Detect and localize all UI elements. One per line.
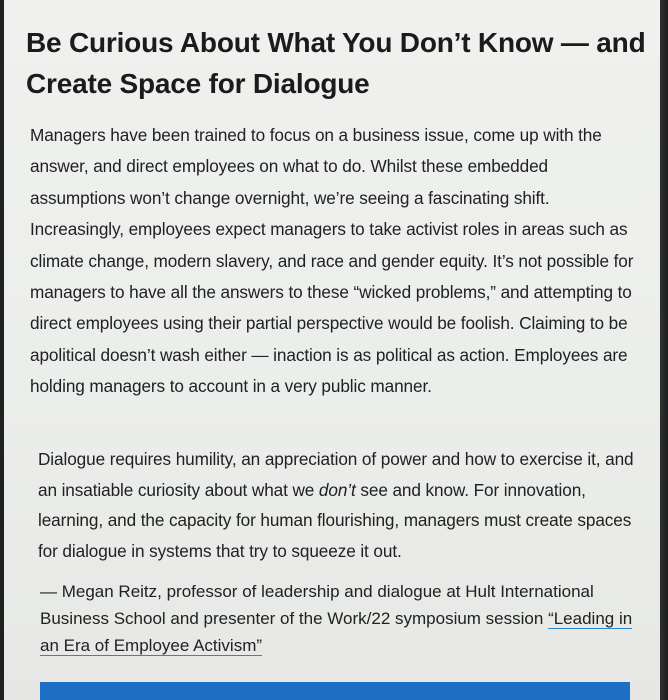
paragraph-2-text-end: see and know. For innovation, learning, and the capacity for human flourishing, managers must create spaces for dialogue in systems that try to squeeze it out. (38, 479, 632, 561)
section-heading: Be Curious About What You Don’t Know — and Create Space for Dialogue (26, 27, 646, 99)
attribution-text: — Megan Reitz, professor of leadership and dialogue at Hult International Business School and presenter of the Work/22 symposium session (40, 582, 594, 628)
paragraph-2-emphasis: don’t (318, 479, 356, 500)
page-edge-shadow (660, 0, 668, 700)
session-link[interactable]: “Leading in an Era of Employee Activism” (40, 609, 633, 655)
paragraph-2-text-start: Dialogue requires humility, an appreciation of power and how to exercise it, and an insatiable curiosity about what we (38, 449, 634, 500)
quote-attribution (40, 578, 636, 659)
body-paragraph-2 (38, 444, 638, 566)
body-paragraph-1: Managers have been trained to focus on a business issue, come up with the answer, and direct employees on what to do. Whilst these embedded assumptions won’t change overnight, we’re seeing a fascinating shift. Increasingly, employees expect managers to take activist roles in areas such as climate change, modern slavery, and race and gender equity. It’s not possible for managers to have all the answers to these “wicked problems,” and attempting to direct employees using their partial perspective would be foolish. Claiming to be apolitical doesn’t wash either — inaction is as political as action. Employees are holding managers to account in a very public manner. (30, 125, 634, 397)
bottom-banner (40, 682, 630, 700)
